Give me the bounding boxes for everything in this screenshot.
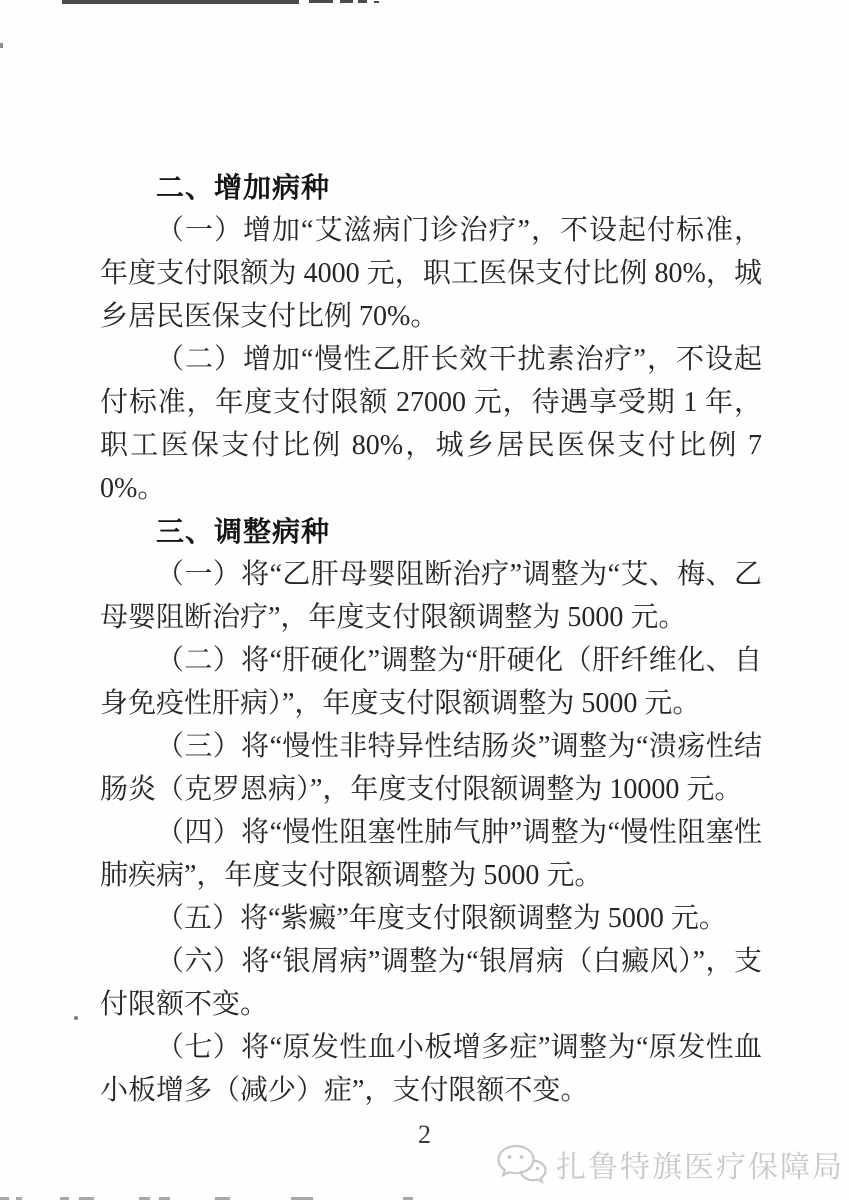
watermark-text: 扎鲁特旗医疗保障局 — [556, 1151, 844, 1184]
scan-artifact-top-dash — [374, 1, 379, 3]
scan-artifact-dot — [74, 1016, 78, 1020]
page-number: 2 — [418, 1120, 431, 1149]
text-block: （六）将“银屑病”调整为“银屑病（白癜风）”，支付限额不变。 — [100, 946, 762, 1020]
text-block: （二）将“肝硬化”调整为“肝硬化（肝纤维化、自身免疫性肝病）”，年度支付限额调整为 5000 元。 — [100, 645, 762, 719]
text-block: （七）将“原发性血小板增多症”调整为“原发性血小板增多（减少）症”，支付限额不变。 — [100, 1032, 762, 1106]
scan-artifact-top-dash — [340, 0, 353, 3]
text-block: （三）将“慢性非特异性结肠炎”调整为“溃疡性结肠炎（克罗恩病）”，年度支付限额调整为 10000 元。 — [100, 731, 762, 805]
text-block: （二）增加“慢性乙肝长效干扰素治疗”，不设起付标准，年度支付限额 27000 元，待遇享受期 1 年，职工医保支付比例 80%，城乡居民医保支付比例 70%。 — [100, 344, 762, 504]
wechat-icon — [495, 1143, 549, 1185]
watermark — [495, 1142, 844, 1186]
text-block: （一）增加“艾滋病门诊治疗”，不设起付标准，年度支付限额为 4000 元，职工医保支付比例 80%，城乡居民医保支付比例 70%。 — [100, 215, 762, 332]
scan-artifact-speck — [0, 43, 3, 48]
text-block: 三、调整病种 — [156, 516, 331, 547]
text-block: （四）将“慢性阻塞性肺气肿”调整为“慢性阻塞性肺疾病”，年度支付限额调整为 5000 元。 — [100, 817, 762, 891]
text-block: 二、增加病种 — [156, 172, 331, 203]
scan-artifact-top-dash — [309, 0, 333, 3]
document-content — [100, 166, 762, 1112]
scan-artifact-top-line — [62, 0, 299, 4]
text-block: （一）将“乙肝母婴阻断治疗”调整为“艾、梅、乙母婴阻断治疗”，年度支付限额调整为 5000 元。 — [100, 559, 762, 633]
text-block: （五）将“紫癜”年度支付限额调整为 5000 元。 — [156, 903, 727, 934]
scan-artifact-top-dash — [358, 0, 367, 3]
